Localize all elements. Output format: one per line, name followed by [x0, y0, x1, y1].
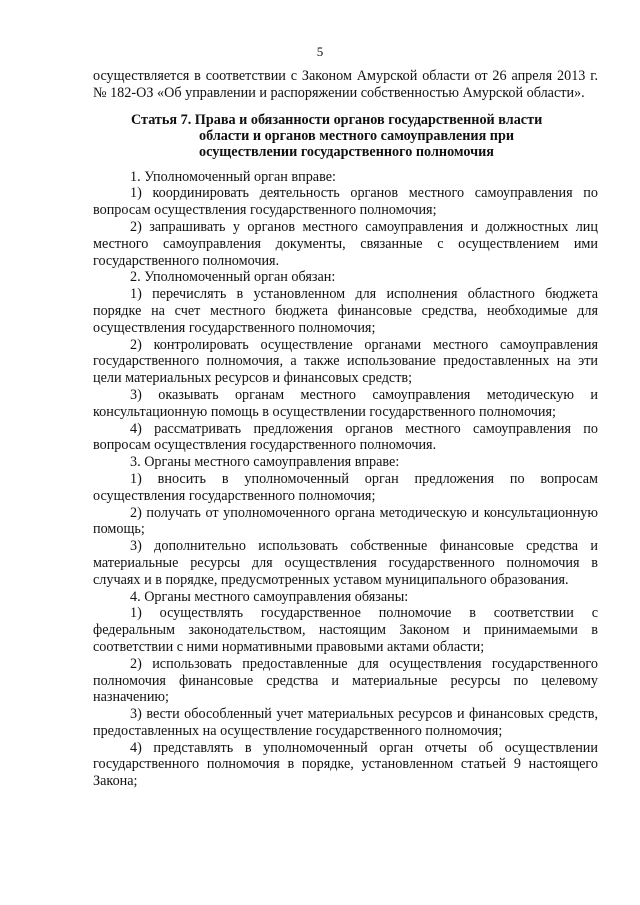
- article-title-line-2: области и органов местного самоуправления при: [199, 127, 515, 144]
- paragraph: 1) перечислять в установленном для исполнения областного бюджета порядке на счет местного бюджета финансовые средства, необходимые для осуществления государственного полномочия;: [93, 286, 598, 336]
- paragraph: 4) рассматривать предложения органов местного самоуправления по вопросам осуществления государственного полномочия.: [93, 420, 598, 454]
- paragraph: 2) использовать предоставленные для осуществления государственного полномочия финансовые средства и материальные ресурсы по целевому назначению;: [93, 655, 598, 706]
- paragraph: 2) получать от уполномоченного органа методическую и консультационную помощь;: [93, 504, 598, 538]
- paragraph: 1) вносить в уполномоченный орган предложения по вопросам осуществления государственного полномочия;: [93, 470, 598, 504]
- paragraph: 3) дополнительно использовать собственные финансовые средства и материальные ресурсы для осуществления государственного полномочия в случаях и в порядке, предусмотренных уставом муниципального образования.: [93, 538, 598, 588]
- paragraph: 2. Уполномоченный орган обязан:: [130, 269, 336, 286]
- paragraph: 1. Уполномоченный орган вправе:: [130, 168, 336, 185]
- paragraph: 3. Органы местного самоуправления вправе:: [130, 454, 400, 471]
- paragraph: 4. Органы местного самоуправления обязаны:: [130, 588, 409, 605]
- page-number: 5: [316, 44, 324, 59]
- article-title-line-3: осуществлении государственного полномочия: [199, 143, 494, 160]
- document-body: [93, 68, 598, 790]
- paragraph: 2) контролировать осуществление органами местного самоуправления государственного полномочия, а также использование предоставленных на эти цели материальных ресурсов и финансовых средств;: [93, 336, 598, 387]
- paragraph: 4) представлять в уполномоченный орган отчеты об осуществлении государственного полномочия в порядке, установленном статьей 9 настоящего Закона;: [93, 739, 598, 790]
- paragraph: 1) осуществлять государственное полномочие в соответствии с федеральным законодательством, настоящим Законом и принимаемыми в соответствии с ними нормативными правовыми актами области;: [93, 605, 598, 655]
- paragraph: 2) запрашивать у органов местного самоуправления и должностных лиц местного самоуправления документы, связанные с осуществлением ими государственного полномочия.: [93, 218, 598, 269]
- paragraph: 3) оказывать органам местного самоуправления методическую и консультационную помощь в осуществлении государственного полномочия;: [93, 386, 598, 420]
- paragraph: 1) координировать деятельность органов местного самоуправления по вопросам осуществления государственного полномочия;: [93, 185, 598, 219]
- article-title-line-1: Статья 7. Права и обязанности органов государственной власти: [131, 111, 543, 128]
- paragraph: 3) вести обособленный учет материальных ресурсов и финансовых средств, предоставленных на осуществление государственного полномочия;: [93, 706, 598, 739]
- intro-paragraph: осуществляется в соответствии с Законом Амурской области от 26 апреля 2013 г. № 182-ОЗ «Об управлении и распоряжении собственностью Амурской области».: [93, 68, 598, 101]
- article-title: [93, 112, 598, 160]
